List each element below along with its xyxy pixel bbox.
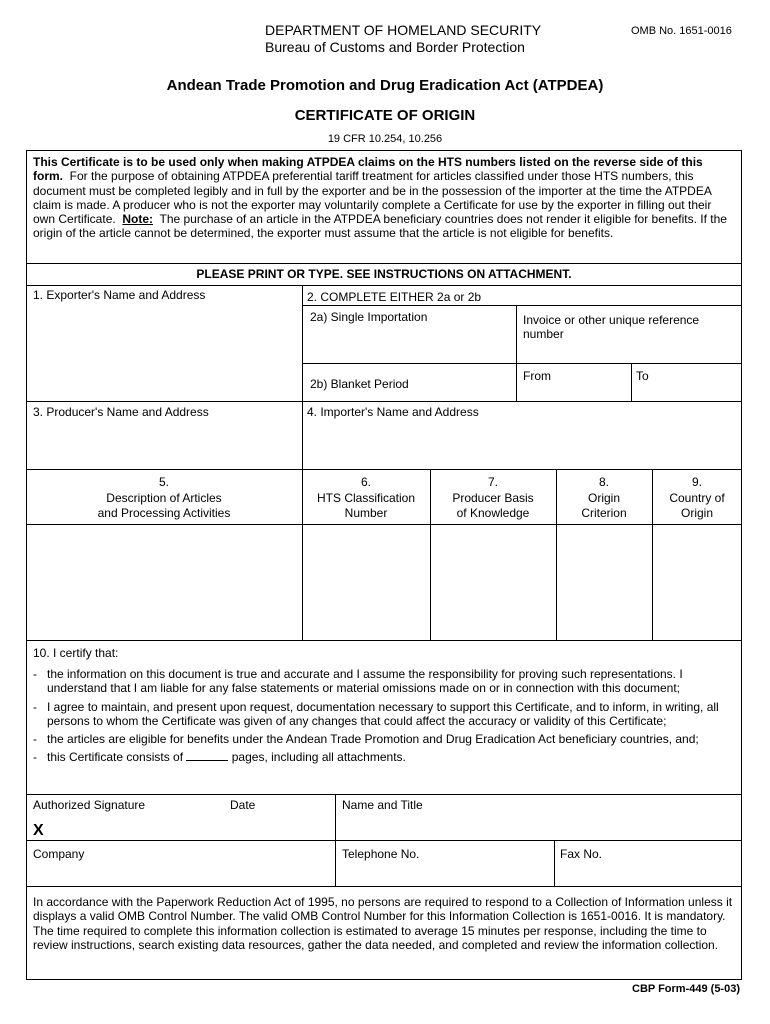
bureau-name: Bureau of Customs and Border Protection: [265, 39, 525, 55]
exporter-field[interactable]: 1. Exporter's Name and Address: [33, 288, 206, 302]
complete-either-label: 2. COMPLETE EITHER 2a or 2b: [307, 290, 482, 304]
divider-signature: [26, 840, 742, 841]
producer-field[interactable]: 3. Producer's Name and Address: [33, 405, 209, 419]
intro-paragraph: [33, 155, 735, 241]
name-title-field[interactable]: Name and Title: [342, 798, 423, 812]
divider-intro: [26, 263, 742, 264]
divider-certify: [26, 794, 742, 795]
form-number: CBP Form-449 (5-03): [632, 983, 740, 995]
date-field[interactable]: Date: [230, 798, 256, 812]
omb-number: OMB No. 1651-0016: [631, 25, 732, 37]
divider-2a: [302, 363, 742, 364]
from-field[interactable]: From: [523, 369, 551, 383]
paperwork-reduction-notice: In accordance with the Paperwork Reduction Act of 1995, no persons are required to respond to a Collection of Information unless it displays a valid OMB Control Number. The valid OMB Control Number for this Information Collection is 1651-0016. It is mandatory. The time required to complete this information collection is estimated to average 15 minutes per response, including the time to review instructions, search existing data resources, gather the data needed, and completed and review the information collection.: [33, 895, 733, 952]
single-importation-field[interactable]: 2a) Single Importation: [310, 310, 428, 324]
invoice-field[interactable]: Invoice or other unique reference number: [523, 313, 700, 341]
intro-note-label: Note:: [122, 212, 154, 227]
divider-complete: [302, 305, 742, 306]
divider-row1: [26, 401, 742, 402]
intro-text: For the purpose of obtaining ATPDEA preferential tariff treatment for articles classified under those HTS numbers, this document must be completed legibly and in full by the exporter and be in the possession of the importer at the time the ATPDEA claim is made. A producer who is not the exporter may voluntarily complete a Certificate for use by the exporter in filling out their own Certificate.: [33, 169, 712, 227]
vline-fax: [554, 840, 555, 886]
certify-item-1: - the information on this document is true and accurate and I assume the responsibility for proving such representations. I understand that I am liable for any false statements or material omissions made on or in connection with this document;: [33, 667, 683, 696]
divider-row2: [26, 469, 742, 470]
importer-field[interactable]: 4. Importer's Name and Address: [307, 405, 479, 419]
header-department: [265, 22, 541, 56]
certify-list: [33, 667, 739, 769]
vline-main: [302, 285, 303, 469]
vline-sig: [335, 794, 336, 886]
blanket-period-field[interactable]: 2b) Blanket Period: [310, 377, 409, 391]
divider-table: [26, 640, 742, 641]
telephone-field[interactable]: Telephone No.: [342, 847, 420, 861]
divider-col-headers: [26, 524, 742, 525]
col-header-producer-basis: 7. Producer Basis of Knowledge: [452, 475, 534, 520]
vline-2a: [516, 305, 517, 401]
authorized-signature-field[interactable]: Authorized Signature: [33, 798, 146, 812]
col-header-hts: 6. HTS Classification Number: [316, 475, 416, 520]
col-header-country: 9. Country of Origin: [669, 475, 725, 520]
to-field[interactable]: To: [636, 369, 649, 383]
signature-x-mark: X: [33, 822, 44, 839]
divider-instructions: [26, 285, 742, 286]
col-header-description: 5. Description of Articles and Processing Activities: [97, 475, 231, 520]
divider-company: [26, 886, 742, 887]
form-title: Andean Trade Promotion and Drug Eradication Act (ATPDEA): [166, 77, 604, 94]
company-field[interactable]: Company: [33, 847, 85, 861]
col-header-origin-criterion: 8. Origin Criterion: [581, 475, 627, 520]
form-subtitle: CERTIFICATE OF ORIGIN: [294, 107, 476, 124]
fax-field[interactable]: Fax No.: [560, 847, 603, 861]
certify-heading: 10. I certify that:: [33, 646, 119, 660]
certify-item-2: - I agree to maintain, and present upon request, documentation necessary to support this Certificate, and to inform, in writing, all persons to whom the Certificate was given of any changes that could affect the accuracy or validity of this Certificate;: [33, 699, 719, 728]
intro-note-text: The purchase of an article in the ATPDEA beneficiary countries does not render it eligible for benefits. If the origin of the article cannot be determined, the exporter must assume that the article is not eligible for benefits.: [33, 212, 727, 241]
vline-from-to: [631, 363, 632, 401]
certify-item-4: - this Certificate consists of pages, including all attachments.: [33, 750, 406, 765]
page-count-blank[interactable]: [186, 750, 228, 761]
instructions-banner: PLEASE PRINT OR TYPE. SEE INSTRUCTIONS ON ATTACHMENT.: [196, 267, 572, 281]
department-name: DEPARTMENT OF HOMELAND SECURITY: [265, 22, 542, 38]
intro-bold: This Certificate is to be used only when making ATPDEA claims on the HTS numbers listed on the reverse side of this form.: [33, 155, 703, 184]
cfr-reference: 19 CFR 10.254, 10.256: [327, 133, 443, 145]
certify-item-3: - the articles are eligible for benefits under the Andean Trade Promotion and Drug Eradication Act beneficiary countries, and;: [33, 732, 699, 747]
